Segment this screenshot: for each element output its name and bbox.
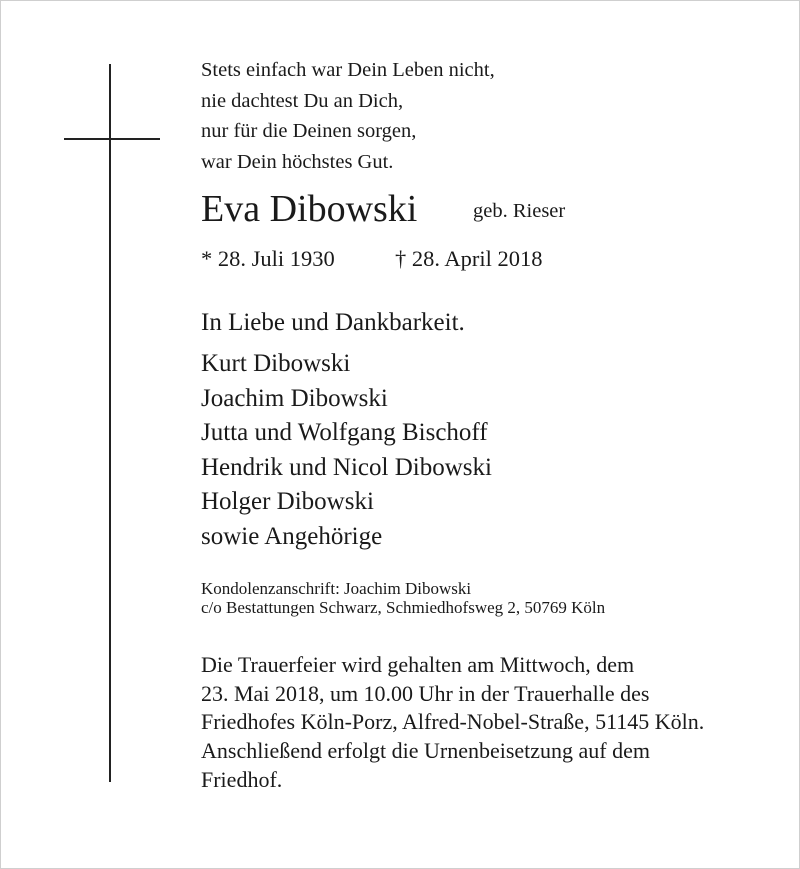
mourners-list <box>201 347 492 555</box>
funeral-details <box>201 651 704 795</box>
birth-date: * 28. Juli 1930 <box>201 246 335 271</box>
cross-vertical-bar <box>109 64 111 782</box>
mourner-name: sowie Angehörige <box>201 522 383 550</box>
mourner-name: Jutta und Wolfgang Bischoff <box>201 419 488 447</box>
funeral-line: Anschließend erfolgt die Urnenbeisetzung auf dem <box>201 738 651 764</box>
funeral-line: 23. Mai 2018, um 10.00 Uhr in der Trauerhalle des <box>201 680 650 706</box>
funeral-line: Friedhofes Köln-Porz, Alfred-Nobel-Straße, 51145 Köln. <box>201 709 705 735</box>
funeral-line: Friedhof. <box>201 766 283 792</box>
poem-line: nur für die Deinen sorgen, <box>201 120 417 142</box>
mourner-name: Joachim Dibowski <box>201 384 388 412</box>
deceased-name: Eva Dibowski <box>201 188 418 230</box>
maiden-name: geb. Rieser <box>473 200 566 222</box>
poem-line: nie dachtest Du an Dich, <box>201 89 404 112</box>
cross-horizontal-bar <box>64 138 160 140</box>
mourner-name: Hendrik und Nicol Dibowski <box>201 453 492 481</box>
address-line: Kondolenzanschrift: Joachim Dibowski <box>201 579 472 598</box>
condolence-address <box>201 579 605 617</box>
address-line: c/o Bestattungen Schwarz, Schmiedhofsweg 2, 50769 Köln <box>201 598 606 617</box>
funeral-line: Die Trauerfeier wird gehalten am Mittwoch, dem <box>201 652 635 677</box>
poem-line: Stets einfach war Dein Leben nicht, <box>201 59 495 81</box>
death-date: † 28. April 2018 <box>395 246 543 271</box>
mourners-heading: In Liebe und Dankbarkeit. <box>201 309 465 336</box>
memorial-poem <box>201 55 495 177</box>
poem-line: war Dein höchstes Gut. <box>201 150 394 173</box>
mourner-name: Kurt Dibowski <box>201 350 351 377</box>
mourner-name: Holger Dibowski <box>201 488 374 516</box>
